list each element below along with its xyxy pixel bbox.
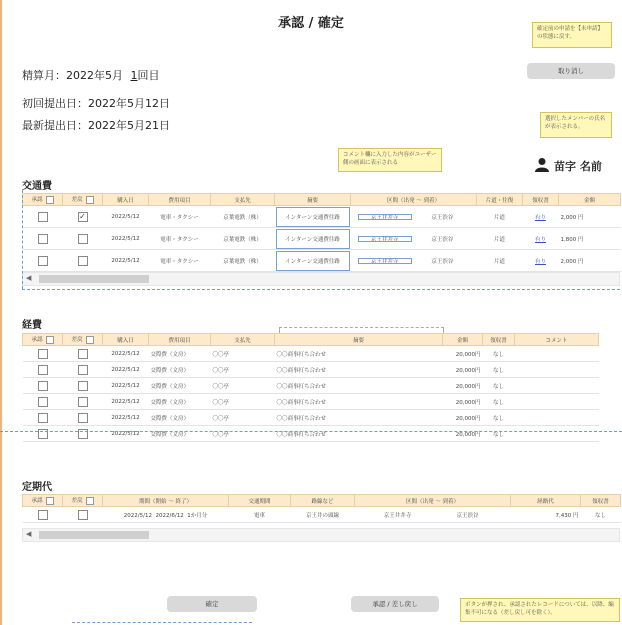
payee-cell: 京葉電鉄（株）	[211, 250, 275, 272]
transport-header-date: 購入日	[103, 194, 149, 206]
summary-cell: インターン交通費往路	[275, 250, 351, 272]
payee-cell: 京葉電鉄（株）	[211, 228, 275, 250]
commuter-approve-all-checkbox[interactable]	[46, 497, 54, 505]
period-label: 精算月：	[22, 69, 66, 82]
expenses-approve-all-checkbox[interactable]	[46, 336, 54, 344]
latest-submit-value: 2022年5月21日	[88, 119, 170, 132]
amount-cell: 20,000円	[443, 378, 483, 394]
summary-cell: 〇〇商事打ち合わせ	[275, 426, 443, 442]
member-note: 選択したメンバーの氏名が表示される。	[540, 112, 612, 138]
return-checkbox[interactable]	[78, 429, 88, 439]
approve-checkbox[interactable]	[38, 429, 48, 439]
receipt-cell: なし	[483, 346, 515, 362]
receipt-link[interactable]: 有り	[523, 250, 559, 272]
expenses-header-date: 購入日	[103, 334, 149, 346]
expenses-header-payee: 支払先	[211, 334, 275, 346]
trip-cell: 片道	[477, 206, 523, 228]
route-cell: 京王井井寺 京王渋谷	[351, 250, 477, 272]
table-row	[23, 250, 621, 272]
date-cell: 2022/5/12	[103, 362, 149, 378]
summary-cell: 〇〇商事打ち合わせ	[275, 346, 443, 362]
table-row	[23, 394, 599, 410]
date-cell: 2022/5/12	[103, 410, 149, 426]
amount-cell: 20,000円	[443, 410, 483, 426]
expenses-table	[22, 333, 599, 442]
cancel-note: 確定前の申請を【未申請】の状態に戻す。	[532, 22, 612, 48]
expenses-header-item: 費用項目	[149, 334, 211, 346]
date-cell: 2022/5/12	[103, 250, 149, 272]
person-icon	[534, 157, 550, 175]
payee-cell: 〇〇亭	[211, 394, 275, 410]
date-cell: 2022/5/12	[103, 346, 149, 362]
amount-cell: 20,000円	[443, 362, 483, 378]
approve-note: ボタンが押され、承認されたレコードについては、以降、編集不可になる（差し戻し可を除く）。	[460, 598, 620, 622]
latest-submit-label: 最新提出日：	[22, 119, 88, 132]
return-checkbox[interactable]	[78, 381, 88, 391]
return-checkbox[interactable]	[78, 413, 88, 423]
commuter-header-mode: 交通期間	[229, 495, 291, 507]
date-cell: 2022/5/12	[103, 426, 149, 442]
transport-header-trip: 片道・往復	[477, 194, 523, 206]
return-checkbox[interactable]	[78, 397, 88, 407]
payee-cell: 〇〇亭	[211, 426, 275, 442]
commuter-table	[22, 494, 621, 523]
receipt-link[interactable]: 有り	[523, 206, 559, 228]
summary-cell: 〇〇商事打ち合わせ	[275, 378, 443, 394]
transport-header-approve: 承認	[23, 194, 63, 206]
approve-checkbox[interactable]	[38, 234, 48, 244]
item-cell: 交際費（文房）	[149, 426, 211, 442]
amount-cell: 20,000円	[443, 426, 483, 442]
item-cell: 交際費（文房）	[149, 346, 211, 362]
table-row	[23, 410, 599, 426]
page-title: 承認 / 確定	[278, 16, 344, 31]
commuter-scrollbar[interactable]	[22, 528, 620, 542]
return-checkbox[interactable]	[78, 349, 88, 359]
dashed-guide	[22, 289, 620, 290]
round-value: 1	[130, 69, 138, 82]
transport-return-all-checkbox[interactable]	[86, 196, 94, 204]
comment-note: コメント欄に入力した内容がユーザー側の画面に表示される	[338, 148, 442, 172]
comment-input[interactable]	[515, 394, 599, 410]
date-cell: 2022/5/12	[103, 228, 149, 250]
expenses-header-row	[23, 334, 599, 346]
approve-checkbox[interactable]	[38, 510, 48, 520]
fare-cell: 7,430 円	[511, 507, 581, 523]
amount-cell: 20,000円	[443, 394, 483, 410]
item-cell: 電車・タクシー	[149, 228, 211, 250]
comment-input[interactable]	[515, 362, 599, 378]
item-cell: 電車・タクシー	[149, 206, 211, 228]
approve-checkbox[interactable]	[38, 365, 48, 375]
transport-header-receipt: 領収書	[523, 194, 559, 206]
table-row	[23, 362, 599, 378]
approve-checkbox[interactable]	[38, 397, 48, 407]
period-value: 2022年5月	[66, 69, 123, 82]
item-cell: 交際費（文房）	[149, 410, 211, 426]
trip-cell: 片道	[477, 250, 523, 272]
date-cell: 2022/5/12	[103, 378, 149, 394]
table-row	[23, 507, 621, 523]
expenses-header-comment: コメント	[515, 334, 599, 346]
return-checkbox[interactable]	[78, 256, 88, 266]
summary-cell: 〇〇商事打ち合わせ	[275, 410, 443, 426]
first-submit-value: 2022年5月12日	[88, 97, 170, 110]
summary-cell: 〇〇商事打ち合わせ	[275, 394, 443, 410]
date-cell: 2022/5/12	[103, 394, 149, 410]
return-checkbox[interactable]	[78, 365, 88, 375]
table-row	[23, 346, 599, 362]
expenses-header-amount: 金額	[443, 334, 483, 346]
route-cell: 京王井井寺 京王渋谷	[351, 228, 477, 250]
commuter-section-title: 定期代	[22, 482, 52, 493]
expenses-section-title: 経費	[22, 320, 42, 331]
amount-cell: 1,800 円	[559, 228, 621, 250]
confirm-button[interactable]: 確定	[167, 596, 257, 612]
cancel-button[interactable]: 取り消し	[527, 63, 615, 79]
commuter-header-route: 区間（出発 ～ 到着）	[355, 495, 511, 507]
payee-cell: 京葉電鉄（株）	[211, 206, 275, 228]
comment-input[interactable]	[515, 410, 599, 426]
payee-cell: 〇〇亭	[211, 410, 275, 426]
item-cell: 電車・タクシー	[149, 250, 211, 272]
amount-cell: 2,000 円	[559, 206, 621, 228]
receipt-cell: なし	[483, 426, 515, 442]
transport-approve-all-checkbox[interactable]	[46, 196, 54, 204]
comment-input[interactable]	[515, 378, 599, 394]
amount-cell: 20,000円	[443, 346, 483, 362]
dashed-guide	[22, 190, 23, 289]
mode-cell: 電車	[229, 507, 291, 523]
receipt-cell: なし	[483, 362, 515, 378]
receipt-cell: なし	[483, 410, 515, 426]
transport-header-row	[23, 194, 621, 206]
summary-cell: インターン交通費往路	[275, 228, 351, 250]
transport-header-amount: 金額	[559, 194, 621, 206]
approve-checkbox[interactable]	[38, 349, 48, 359]
comment-input[interactable]	[515, 426, 599, 442]
first-submit-info	[22, 95, 170, 111]
expenses-header-receipt: 領収書	[483, 334, 515, 346]
receipt-link[interactable]: 有り	[523, 228, 559, 250]
approve-checkbox[interactable]	[38, 212, 48, 222]
return-checkbox[interactable]: ✓	[79, 211, 86, 221]
transport-header-return: 差戻	[63, 194, 103, 206]
table-row	[23, 206, 621, 228]
route-cell: 京王井井寺 京王渋谷	[351, 206, 477, 228]
approve-return-button[interactable]: 承認 / 差し戻し	[351, 596, 439, 612]
scroll-left-icon[interactable]: ◀	[26, 530, 32, 538]
approve-checkbox[interactable]	[38, 381, 48, 391]
approve-checkbox[interactable]	[38, 256, 48, 266]
transport-header-payee: 支払先	[211, 194, 275, 206]
commuter-header-return: 差戻	[63, 495, 103, 507]
trip-cell: 片道	[477, 228, 523, 250]
route-cell: 京王井井寺 京王渋谷	[355, 507, 511, 523]
line-cell: 京王井の頭線	[291, 507, 355, 523]
return-checkbox[interactable]	[78, 510, 88, 520]
transport-header-route: 区間（出発 ～ 到着）	[351, 194, 477, 206]
round-suffix: 回目	[137, 69, 160, 82]
payee-cell: 〇〇亭	[211, 362, 275, 378]
commuter-header-approve: 承認	[23, 495, 63, 507]
payee-cell: 〇〇亭	[211, 378, 275, 394]
summary-cell: インターン交通費往路	[275, 206, 351, 228]
table-row	[23, 426, 599, 442]
commuter-header-row	[23, 495, 621, 507]
return-checkbox[interactable]	[78, 234, 88, 244]
item-cell: 交際費（文房）	[149, 394, 211, 410]
table-row	[23, 228, 621, 250]
latest-submit-info	[22, 117, 170, 133]
page-frame-line	[0, 0, 2, 625]
transport-section-title: 交通費	[22, 181, 52, 192]
transport-scrollbar[interactable]	[22, 272, 620, 286]
scroll-left-icon[interactable]: ◀	[26, 274, 32, 282]
transport-table	[22, 193, 621, 272]
comment-input[interactable]	[515, 346, 599, 362]
date-cell: 2022/5/12	[103, 206, 149, 228]
commuter-header-period: 期間（開始 ～ 終了）	[103, 495, 229, 507]
commuter-header-receipt: 領収書	[581, 495, 621, 507]
dashed-guide	[0, 431, 622, 432]
transport-header-summary: 摘要	[275, 194, 351, 206]
amount-cell: 2,000 円	[559, 250, 621, 272]
commuter-return-all-checkbox[interactable]	[86, 497, 94, 505]
table-row	[23, 378, 599, 394]
summary-cell: 〇〇商事打ち合わせ	[275, 362, 443, 378]
user-display	[534, 157, 602, 175]
dashed-guide	[72, 622, 252, 623]
receipt-cell: なし	[483, 394, 515, 410]
first-submit-label: 初回提出日：	[22, 97, 88, 110]
receipt-cell: なし	[483, 378, 515, 394]
receipt-cell: なし	[581, 507, 621, 523]
expenses-return-all-checkbox[interactable]	[86, 336, 94, 344]
item-cell: 交際費（文房）	[149, 362, 211, 378]
period-cell: 2022/5/12 2022/6/12 1か月分	[103, 507, 229, 523]
period-info	[22, 67, 160, 83]
transport-header-item: 費用項目	[149, 194, 211, 206]
commuter-header-line: 路線など	[291, 495, 355, 507]
expenses-header-approve: 承認	[23, 334, 63, 346]
user-name: 苗字 名前	[554, 160, 602, 173]
approve-checkbox[interactable]	[38, 413, 48, 423]
scroll-thumb[interactable]	[39, 531, 149, 539]
payee-cell: 〇〇亭	[211, 346, 275, 362]
expenses-header-summary: 摘要	[275, 334, 443, 346]
item-cell: 交際費（文房）	[149, 378, 211, 394]
commuter-header-fare: 経路代	[511, 495, 581, 507]
scroll-thumb[interactable]	[39, 275, 149, 283]
expenses-header-return: 差戻	[63, 334, 103, 346]
